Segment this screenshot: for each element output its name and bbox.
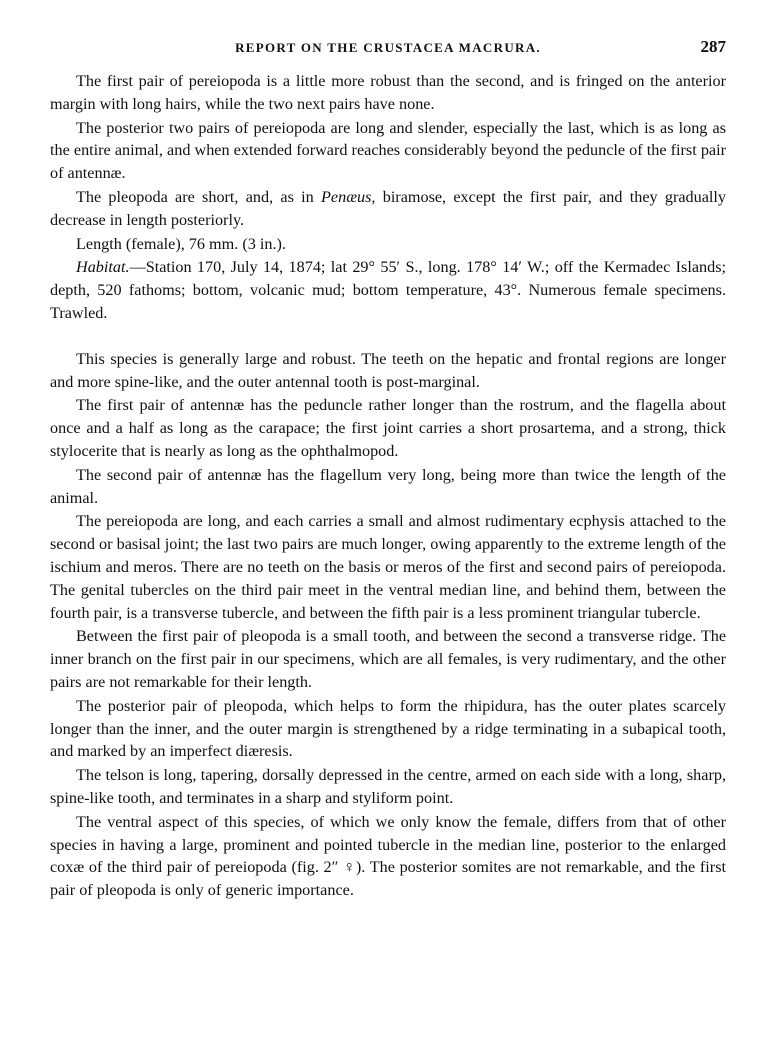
paragraph: The second pair of antennæ has the flagellum very long, being more than twice the length of the animal. <box>50 465 726 507</box>
paragraph: The first pair of antennæ has the peduncle rather longer than the rostrum, and the flagella about once and a half as long as the carapace; the first joint carries a short prosartema, and a strong, thick stylocerite that is nearly as long as the ophthalmopod. <box>50 396 726 460</box>
paragraph: Between the first pair of pleopoda is a small tooth, and between the second a transverse ridge. The inner branch on the first pair in our specimens, which are all females, is very rudimentary, and the other pairs are not remarkable for their length. <box>50 627 726 691</box>
paragraph: The posterior pair of pleopoda, which helps to form the rhipidura, has the outer plates scarcely longer than the inner, and the outer margin is strengthened by a ridge terminating in a subapical tooth, and marked by an imperfect diæresis. <box>50 696 726 761</box>
running-title: REPORT ON THE CRUSTACEA MACRURA. <box>235 40 541 55</box>
paragraph: The posterior two pairs of pereiopoda are long and slender, especially the last, which is as long as the entire animal, and when extended forward reaches considerably beyond the peduncle of the first pair of antennæ. <box>50 118 726 183</box>
genus-name: Penæus, <box>321 187 376 206</box>
paragraph: The pereiopoda are long, and each carries a small and almost rudimentary ecphysis attached to the second or basisal joint; the last two pairs are much longer, owing apparently to the extreme length of the ischium and meros. There are no teeth on the basis or meros of the first and second pairs of pereiopoda. The genital tubercles on the third pair meet in the ventral median line, and behind them, between the fourth pair, is a transverse tubercle, and between the fifth pair is a less prominent triangular tubercle. <box>50 512 726 622</box>
paragraph: The ventral aspect of this species, of which we only know the female, differs from that of other species in having a large, prominent and pointed tubercle in the median line, posterior to the enlarged coxæ of the third pair of pereiopoda (fig. 2″ ♀). The posterior somites are not remarkable, and the first pair of pleopoda is only of generic importance. <box>50 812 726 900</box>
page <box>50 37 726 903</box>
paragraph: The telson is long, tapering, dorsally depressed in the centre, armed on each side with a long, sharp, spine-like tooth, and terminates in a sharp and styliform point. <box>50 766 726 807</box>
page-header <box>50 37 726 70</box>
paragraph: The first pair of pereiopoda is a little more robust than the second, and is fringed on the anterior margin with long hairs, while the two next pairs have none. <box>50 72 726 113</box>
habitat-paragraph: Habitat.—Station 170, July 14, 1874; lat 29° 55′ S., long. 178° 14′ W.; off the Kermadec Islands; depth, 520 fathoms; bottom, volcanic mud; bottom temperature, 43°. Numerous female specimens. Trawled. <box>50 258 726 322</box>
paragraph: The pleopoda are short, and, as in Penæus, biramose, except the first pair, and they gradually decrease in length posteriorly. <box>50 187 726 229</box>
paragraph: This species is generally large and robust. The teeth on the hepatic and frontal regions are longer and more spine-like, and the outer antennal tooth is post-marginal. <box>50 349 726 391</box>
habitat-label: Habitat. <box>76 258 130 277</box>
page-number: 287 <box>700 37 726 56</box>
section-observations <box>50 348 726 902</box>
section-description-end <box>50 70 726 325</box>
paragraph: Length (female), 76 mm. (3 in.). <box>76 234 286 253</box>
section-gap <box>50 326 726 348</box>
